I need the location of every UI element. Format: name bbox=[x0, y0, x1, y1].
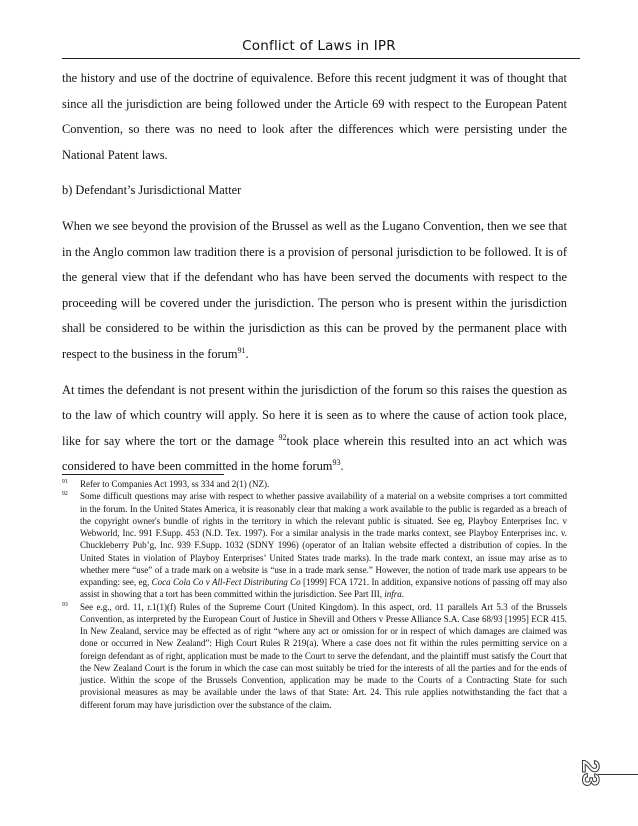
footnote-ref-92[interactable]: 92 bbox=[278, 432, 287, 442]
paragraph-1: the history and use of the doctrine of equivalence. Before this recent judgment it was of thought that since all the jurisdiction are being followed under the Article 69 with respect to the European Patent Convention, so there was no need to look after the differences which were persisting under the National Patent laws. bbox=[62, 71, 567, 162]
page-number bbox=[569, 750, 604, 796]
footnotes bbox=[62, 474, 567, 711]
page-number-rule bbox=[598, 774, 638, 775]
footnote-rule bbox=[62, 474, 224, 475]
section-heading: b) Defendant’s Jurisdictional Matter bbox=[62, 183, 242, 198]
footnote-ref-93[interactable]: 93 bbox=[332, 458, 341, 468]
footnote-92: $^{92}$ Some difficult questions may arise with respect to whether passive availability of a material on a website comprises a tort committed in the forum. In the United States America, it is reasonably clear that making a work available to the public is regarded as a breach of the copyright owner's bundle of rights in the territory in which the relevant public is situated. See eg, Playboy Enterprises Inc. v Webworld, Inc. 991 F.Supp. 453 (N.D. Tex. 1997). For a similar analysis in the trade marks context, see Playboy Enterprises inc. v. Chuckleberry Pub’g, Inc. 939 F.Supp. 1032 (SDNY 1996) (operator of an Italian website effected a distribution of copies. In the United States in violation of Playboy Enterprises’ United States trade marks). In the trade mark context, an issue may arise as to whether mere “use” of a trade mark on a website is “use in a trade mark sense.” However, the notion of trade mark use appears to be expanding: see, eg, Coca Cola Co v All-Fect Distributing Co [1999] FCA 1721. In addition, expansive notions of passing off may also assist in showing that a tort has been committed within the jurisdiction. See Part III, infra. bbox=[62, 491, 567, 600]
body-text bbox=[62, 66, 567, 480]
page-header: Conflict of Laws in IPR bbox=[242, 38, 396, 54]
page-number-text: 23 bbox=[576, 759, 604, 787]
paragraph-2: When we see beyond the provision of the Brussel as well as the Lugano Convention, then we see that in the Anglo common law tradition there is a provision of personal jurisdiction to be followed. It is of the general view that if the defendant who has have been served the documents with respect to the proceeding will be covered under the jurisdiction. The person who is present within the jurisdiction shall be considered to be within the jurisdiction as this can be proved by the permanent place with respect to the business in the forum$^{91}$. bbox=[62, 218, 567, 361]
header-rule bbox=[62, 58, 580, 59]
case-citation: Coca Cola Co v All-Fect Distributing Co bbox=[151, 577, 301, 587]
footnote-91: $^{91}$ Refer to Companies Act 1993, ss 334 and 2(1) (NZ). bbox=[62, 479, 270, 489]
paragraph-3: At times the defendant is not present within the jurisdiction of the forum so this raises the question as to the law of which country will apply. So here it is seen as to where the cause of action took place, like for say where the tort or the damage $^{92}$took place wherein this resulted into an act which was considered to have been committed in the home forum$^{93}$. bbox=[62, 382, 567, 474]
footnote-ref-91[interactable]: 91 bbox=[237, 345, 246, 355]
footnote-93: $^{93}$ See e.g., ord. 11, r.1(1)(f) Rules of the Supreme Court (United Kingdom). In this aspect, ord. 11 parallels Art 5.3 of the Brussels Convention, as interpreted by the European Court of Justice in Shevill and Others v Presse Alliance S.A. Case 68/93 [1995] ECR 415. In New Zealand, service may be effected as of right “where any act or omission for or in respect of which damages are claimed was done or occurred in New Zealand”: High Court Rules R 219(a). Where a case does not fit within the rules permitting service on a foreign defendant as of right, application must be made to the Court to serve the defendant, and the plaintiff must satisfy the Court that the New Zealand Court is the forum in which the case can most suitably be tried for the interests of all the parties and for the ends of justice. Within the scope of the Brussels Convention, application may be made to the Courts of a Contracting State for such provisional measures as may be available under the laws of that State: Art. 24. This rule applies notwithstanding the fact that a different forum may have jurisdiction over the substance of the claim. bbox=[62, 601, 567, 710]
